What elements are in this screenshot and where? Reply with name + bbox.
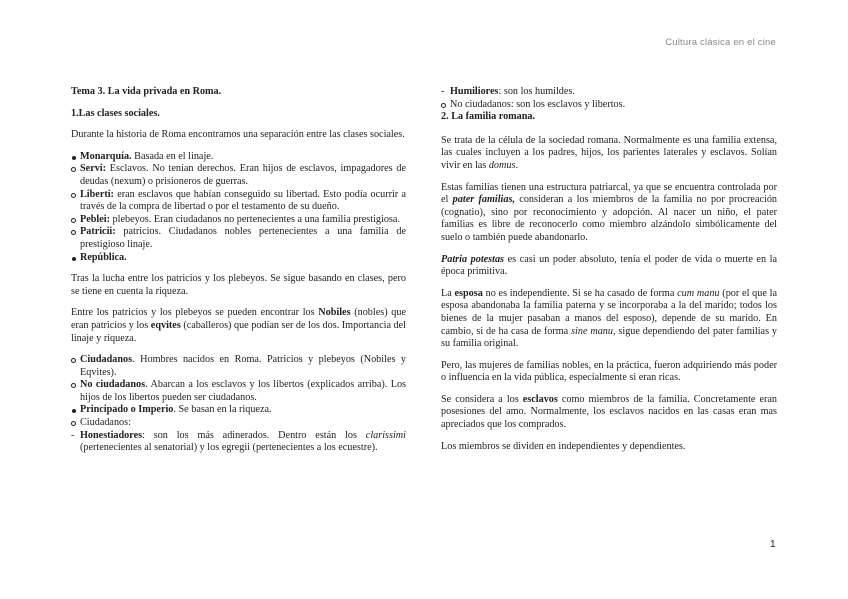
circle-bullet-icon [71,193,76,198]
paragraph: Se considera a los esclavos como miembros de la familia. Concretamente eran posesiones del amo. Normalmente, los esclavos nacidos en las casas eran mas apreciados que los comprados. [441,393,778,431]
circle-bullet-icon [71,218,76,223]
bullet-icon [72,409,76,413]
list-item: Liberti: eran esclavos que habían conseguido su libertad. Esto podía ocurrir a través de la compra de libertad o por el testamento de su dueño. [71,189,406,214]
paragraph: Los miembros se dividen en independientes y dependientes. [441,440,686,452]
left-column [71,86,406,455]
circle-bullet-icon [71,167,76,172]
section-heading: 1.Las clases sociales. [71,107,160,119]
circle-bullet-icon [71,383,76,388]
chapter-title: Tema 3. La vida privada en Roma. [71,86,222,97]
running-header: Cultura clásica en el cine [665,37,776,48]
paragraph: La esposa no es independiente. Si se ha casado de forma cum manu (por el que la esposa abandonaba la familia paterna y se incorporaba a la del marido; todos los bienes de la mujer pasaban a manos del esposo), depende de su marido. En cambio, si de ha casa de forma sine manu, sigue dependiendo del pater familias y su familia original. [441,287,777,350]
list-item: Principado o Imperio. Se basan en la riqueza. [71,404,406,417]
page-number: 1 [770,539,776,550]
bullet-icon [72,257,76,261]
paragraph: Patria potestas es casi un poder absoluto, tenía el poder de vida o muerte en la época primitiva. [441,253,777,278]
circle-bullet-icon [441,103,446,108]
list-item: Patricii: patricios. Ciudadanos nobles pertenecientes a una familia de prestigioso linaje. [71,226,406,251]
circle-bullet-icon [71,230,76,235]
list-item: No ciudadanos: son los esclavos y libertos. [441,99,777,112]
citizen-list [71,354,406,455]
circle-bullet-icon [71,421,76,426]
list-item: No ciudadanos. Abarcan a los esclavos y los libertos (explicados arriba). Los hijos de los libertos pueden ser ciudadanos. [71,379,406,404]
list-item: Ciudadanos: [71,417,406,430]
circle-bullet-icon [71,358,76,363]
paragraph: Durante la historia de Roma encontramos una separación entre las clases sociales. [71,129,405,141]
paragraph: Estas familias tienen una estructura patriarcal, ya que se encuentra controlada por el pater familias, consideran a los miembros de la familia no por procreación (cognatio), sino por reconocimiento y adopción. Al nacer un niño, el pater familias es libre de reconocerlo como miembro alzándolo simbólicamente del suelo o también puede abandonarlo. [441,181,778,243]
right-column [441,86,777,462]
list-item: República. [71,252,406,265]
bullet-icon [72,156,76,160]
list-item: Servi: Esclavos. No tenían derechos. Eran hijos de esclavos, impagadores de deudas (nexum) o prisioneros de guerras. [71,163,406,188]
paragraph: Pero, las mujeres de familias nobles, en la práctica, fueron adquiriendo más poder o influencia en la vida pública, especialmente si eran ricas. [441,359,777,384]
paragraph: Se trata de la célula de la sociedad romana. Normalmente es una familia extensa, las cuales incluyen a los padres, hijos, los parientes laterales y esclavos. Solían vivir en las domus. [441,134,777,171]
list-item: - Honestiadores: son los más adinerados. Dentro están los clarissimi (pertenecientes al senatorial) y los egregii (pertenecientes a los ecuestre). [71,429,406,454]
list-item: Ciudadanos. Hombres nacidos en Roma. Patricios y plebeyos (Nobiles y Eqvites). [71,354,406,379]
class-list [71,151,406,264]
paragraph: Tras la lucha entre los patricios y los plebeyos. Se sigue basando en clases, pero se tiene en cuenta la riqueza. [71,273,406,297]
list-item: Monarquía. Basada en el linaje. [71,151,406,164]
list-item: - Humiliores: son los humildes. [441,86,575,97]
section-heading: 2. La familia romana. [441,111,536,123]
paragraph: Entre los patricios y los plebeyos se pueden encontrar los Nobiles (nobles) que eran patricios y los eqvites (caballeros) que podían ser de los dos. Importancia del linaje y riqueza. [71,307,406,344]
list-item: Peblei: plebeyos. Eran ciudadanos no pertenecientes a una familia prestigiosa. [71,214,406,227]
